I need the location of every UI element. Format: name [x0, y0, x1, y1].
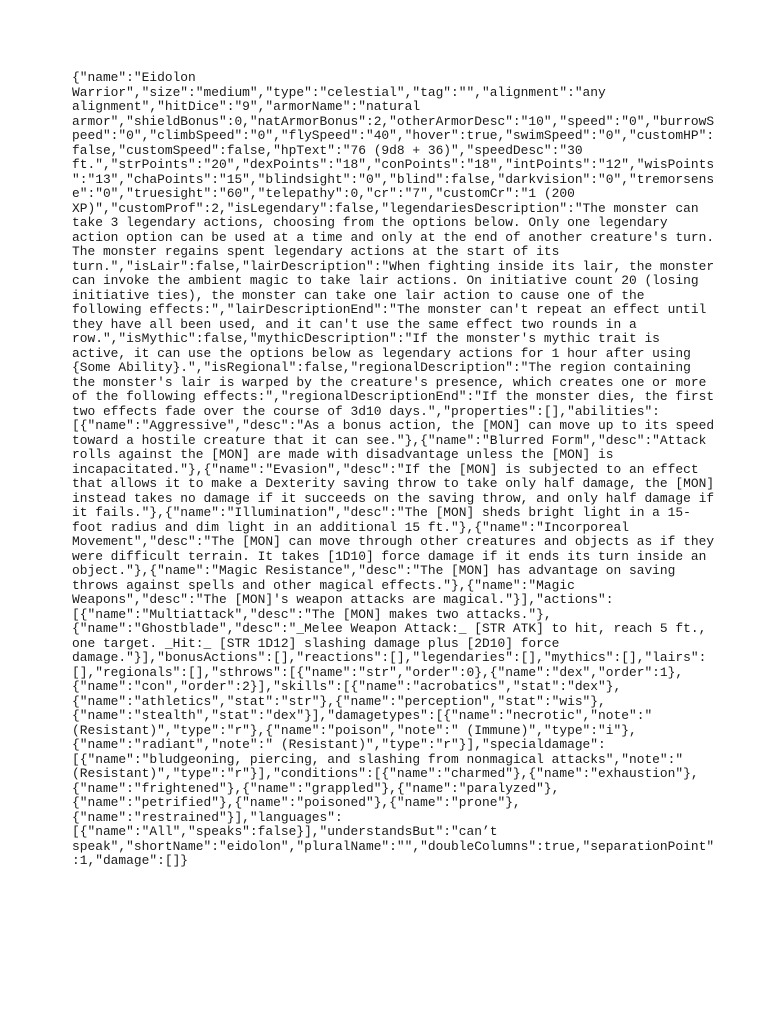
text-line: Warrior","size":"medium","type":"celestial","tag":"","alignment":"any — [72, 84, 606, 100]
document-page — [72, 70, 715, 869]
text-line: of the following effects:","regionalDescriptionEnd":"If the monster dies, the first — [72, 389, 715, 404]
text-line: incapacitated."},{"name":"Evasion","desc":"If the [MON] is subjected to an effect — [72, 461, 699, 477]
text-line: {"name":"con","order":2}],"skills":[{"name":"acrobatics","stat":"dex"}, — [72, 679, 622, 694]
text-line: it fails."},{"name":"Illumination","desc":"The [MON] sheds bright light in a 15- — [72, 505, 691, 520]
text-line: Weapons","desc":"The [MON]'s weapon attacks are magical."}],"actions": — [72, 592, 614, 607]
text-line: turn.","isLair":false,"lairDescription":"When fighting inside its lair, the monster — [72, 258, 715, 274]
text-line: ":"13","chaPoints":"15","blindsight":"0","blind":false,"darkvision":"0","tremorsens — [72, 171, 715, 187]
text-line: one target. _Hit:_ [STR 1D12] slashing damage plus [2D10] force — [72, 635, 560, 651]
text-line: [],"regionals":[],"sthrows":[{"name":"str","order":0},{"name":"dex","order":1}, — [72, 664, 684, 680]
text-line: speak","shortName":"eidolon","pluralName":"","doubleColumns":true,"separationPoint" — [72, 838, 715, 854]
text-line: (Resistant)","type":"r"}],"conditions":[{"name":"charmed"},{"name":"exhaustion"}, — [72, 766, 699, 781]
text-line: foot radius and dim light in an additional 15 ft."},{"name":"Incorporeal — [72, 519, 629, 535]
text-line: object."},{"name":"Magic Resistance","desc":"The [MON] has advantage on saving — [72, 563, 676, 578]
text-line: {"name":"restrained"}],"languages": — [72, 809, 343, 825]
text-line: two effects fade over the course of 3d10 days.","properties":[],"abilities": — [72, 403, 660, 419]
text-line: throws against spells and other magical effects."},{"name":"Magic — [72, 577, 575, 593]
text-line: Movement","desc":"The [MON] can move through other creatures and objects as if they — [72, 534, 715, 549]
text-line: ft.","strPoints":"20","dexPoints":"18","conPoints":"18","intPoints":"12","wisPoints — [72, 157, 715, 172]
text-line: can invoke the ambient magic to take lair actions. On initiative count 20 (losing — [72, 273, 699, 288]
text-line: XP)","customProf":2,"isLegendary":false,"legendariesDescription":"The monster can — [72, 200, 699, 216]
text-line: were difficult terrain. It takes [1D10] force damage if it ends its turn inside an — [72, 548, 707, 564]
text-line: toward a hostile creature that it can see."},{"name":"Blurred Form","desc":"Attack — [72, 432, 707, 448]
text-line: they have all been used, and it can't use the same effect two rounds in a — [72, 316, 637, 332]
text-line: (Resistant)","type":"r"},{"name":"poison","note":" (Immune)","type":"i"}, — [72, 722, 637, 738]
text-line: :1,"damage":[]} — [72, 853, 189, 868]
text-line: false,"customSpeed":false,"hpText":"76 (9d8 + 36)","speedDesc":"30 — [72, 142, 583, 158]
text-line: {Some Ability}.","isRegional":false,"regionalDescription":"The region containing — [72, 360, 691, 375]
text-line: take 3 legendary actions, choosing from the options below. Only one legendary — [72, 215, 668, 230]
text-line: row.","isMythic":false,"mythicDescription":"If the monster's mythic trait is — [72, 331, 660, 346]
text-line: [{"name":"All","speaks":false}],"understandsBut":"can’t — [72, 824, 498, 839]
text-line: instead takes no damage if it succeeds on the saving throw, and only half damage if — [72, 490, 715, 506]
text-line: {"name":"athletics","stat":"str"},{"name":"perception","stat":"wis"}, — [72, 693, 606, 709]
text-line: e":"0","truesight":"60","telepathy":0,"cr":"7","customCr":"1 (200 — [72, 186, 575, 201]
text-line: alignment","hitDice":"9","armorName":"natural — [72, 99, 421, 114]
text-line: active, it can use the options below as legendary actions for 1 hour after using — [72, 345, 691, 361]
text-line: {"name":"petrified"},{"name":"poisoned"},{"name":"prone"}, — [72, 795, 521, 810]
text-line: action option can be used at a time and only at the end of another creature's turn. — [72, 229, 715, 245]
text-line: following effects:","lairDescriptionEnd":"The monster can't repeat an effect until — [72, 302, 707, 317]
text-line: [{"name":"Multiattack","desc":"The [MON] makes two attacks."}, — [72, 606, 552, 622]
text-line: that allows it to make a Dexterity saving throw to take only half damage, the [MON] — [72, 476, 715, 491]
text-line: initiative ties), the monster can take one lair action to cause one of the — [72, 287, 645, 303]
text-line: the monster's lair is warped by the creature's presence, which creates one or more — [72, 374, 707, 390]
text-line: rolls against the [MON] are made with disadvantage unless the [MON] is — [72, 447, 614, 462]
text-line: peed":"0","climbSpeed":"0","flySpeed":"40","hover":true,"swimSpeed":"0","customHP": — [72, 128, 715, 143]
text-line: The monster regains spent legendary actions at the start of its — [72, 244, 560, 259]
text-line: {"name":"stealth","stat":"dex"}],"damagetypes":[{"name":"necrotic","note":" — [72, 708, 653, 723]
text-line: {"name":"Eidolon — [72, 70, 196, 85]
text-line: armor","shieldBonus":0,"natArmorBonus":2,"otherArmorDesc":"10","speed":"0","burrowS — [72, 113, 715, 129]
text-line: {"name":"Ghostblade","desc":"_Melee Weapon Attack:_ [STR ATK] to hit, reach 5 ft., — [72, 621, 707, 636]
text-line: damage."}],"bonusActions":[],"reactions":[],"legendaries":[],"mythics":[],"lairs": — [72, 650, 707, 665]
text-line: {"name":"frightened"},{"name":"grappled"},{"name":"paralyzed"}, — [72, 780, 560, 796]
text-line: {"name":"radiant","note":" (Resistant)","type":"r"}],"specialdamage": — [72, 737, 606, 752]
text-line: [{"name":"bludgeoning, piercing, and slashing from nonmagical attacks","note":" — [72, 751, 684, 767]
text-line: [{"name":"Aggressive","desc":"As a bonus action, the [MON] can move up to its speed — [72, 418, 715, 433]
